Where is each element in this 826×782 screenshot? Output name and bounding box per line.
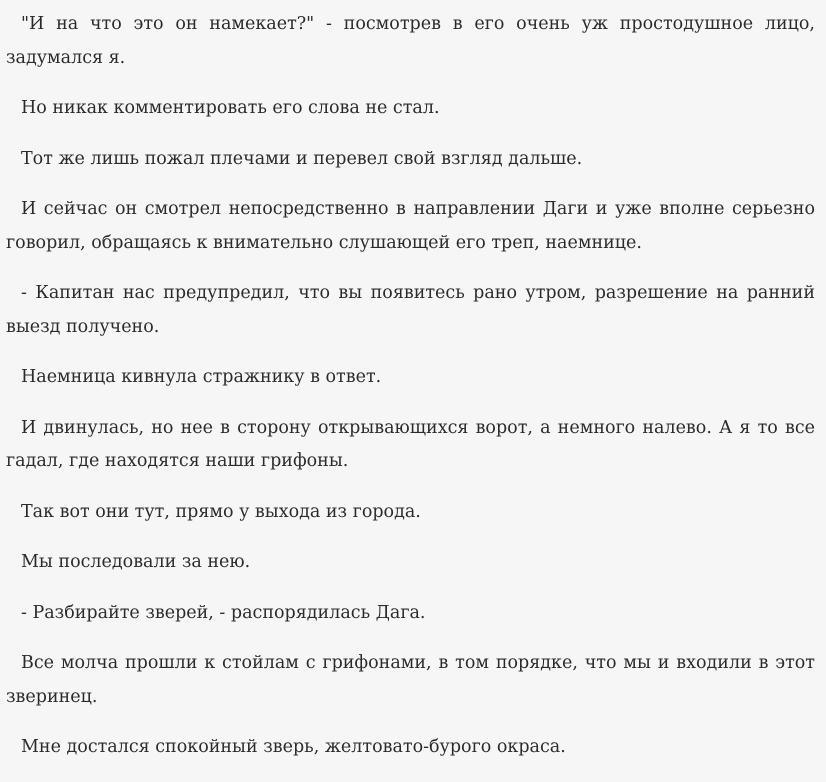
paragraph: Мы последовали за нею. [21, 552, 251, 572]
reader-text [6, 8, 815, 782]
paragraph: Наемница кивнула стражнику в ответ. [21, 367, 382, 387]
paragraph: Тот же лишь пожал плечами и перевел свой взгляд дальше. [21, 148, 583, 169]
paragraph: Мне достался спокойный зверь, желтовато-бурого окраса. [21, 737, 566, 757]
paragraph: "И на что это он намекает?" - посмотрев в его очень уж простодушное лицо, задумался я. [6, 14, 815, 68]
paragraph: Все молча прошли к стойлам с грифонами, в том порядке, что мы и входили в этот зверинец. [6, 653, 815, 707]
paragraph: Так вот они тут, прямо у выхода из города. [21, 501, 421, 522]
paragraph: - Капитан нас предупредил, что вы появитесь рано утром, разрешение на ранний выезд получено. [6, 283, 815, 337]
paragraph: - Разбирайте зверей, - распорядилась Дага. [21, 602, 426, 623]
paragraph: И двинулась, но нее в сторону открывающихся ворот, а немного налево. А я то все гадал, где находятся наши грифоны. [6, 417, 815, 471]
paragraph: И сейчас он смотрел непосредственно в направлении Даги и уже вполне серьезно говорил, обращаясь к внимательно слушающей его треп, наемнице. [6, 199, 815, 253]
paragraph: Но никак комментировать его слова не стал. [21, 98, 440, 118]
